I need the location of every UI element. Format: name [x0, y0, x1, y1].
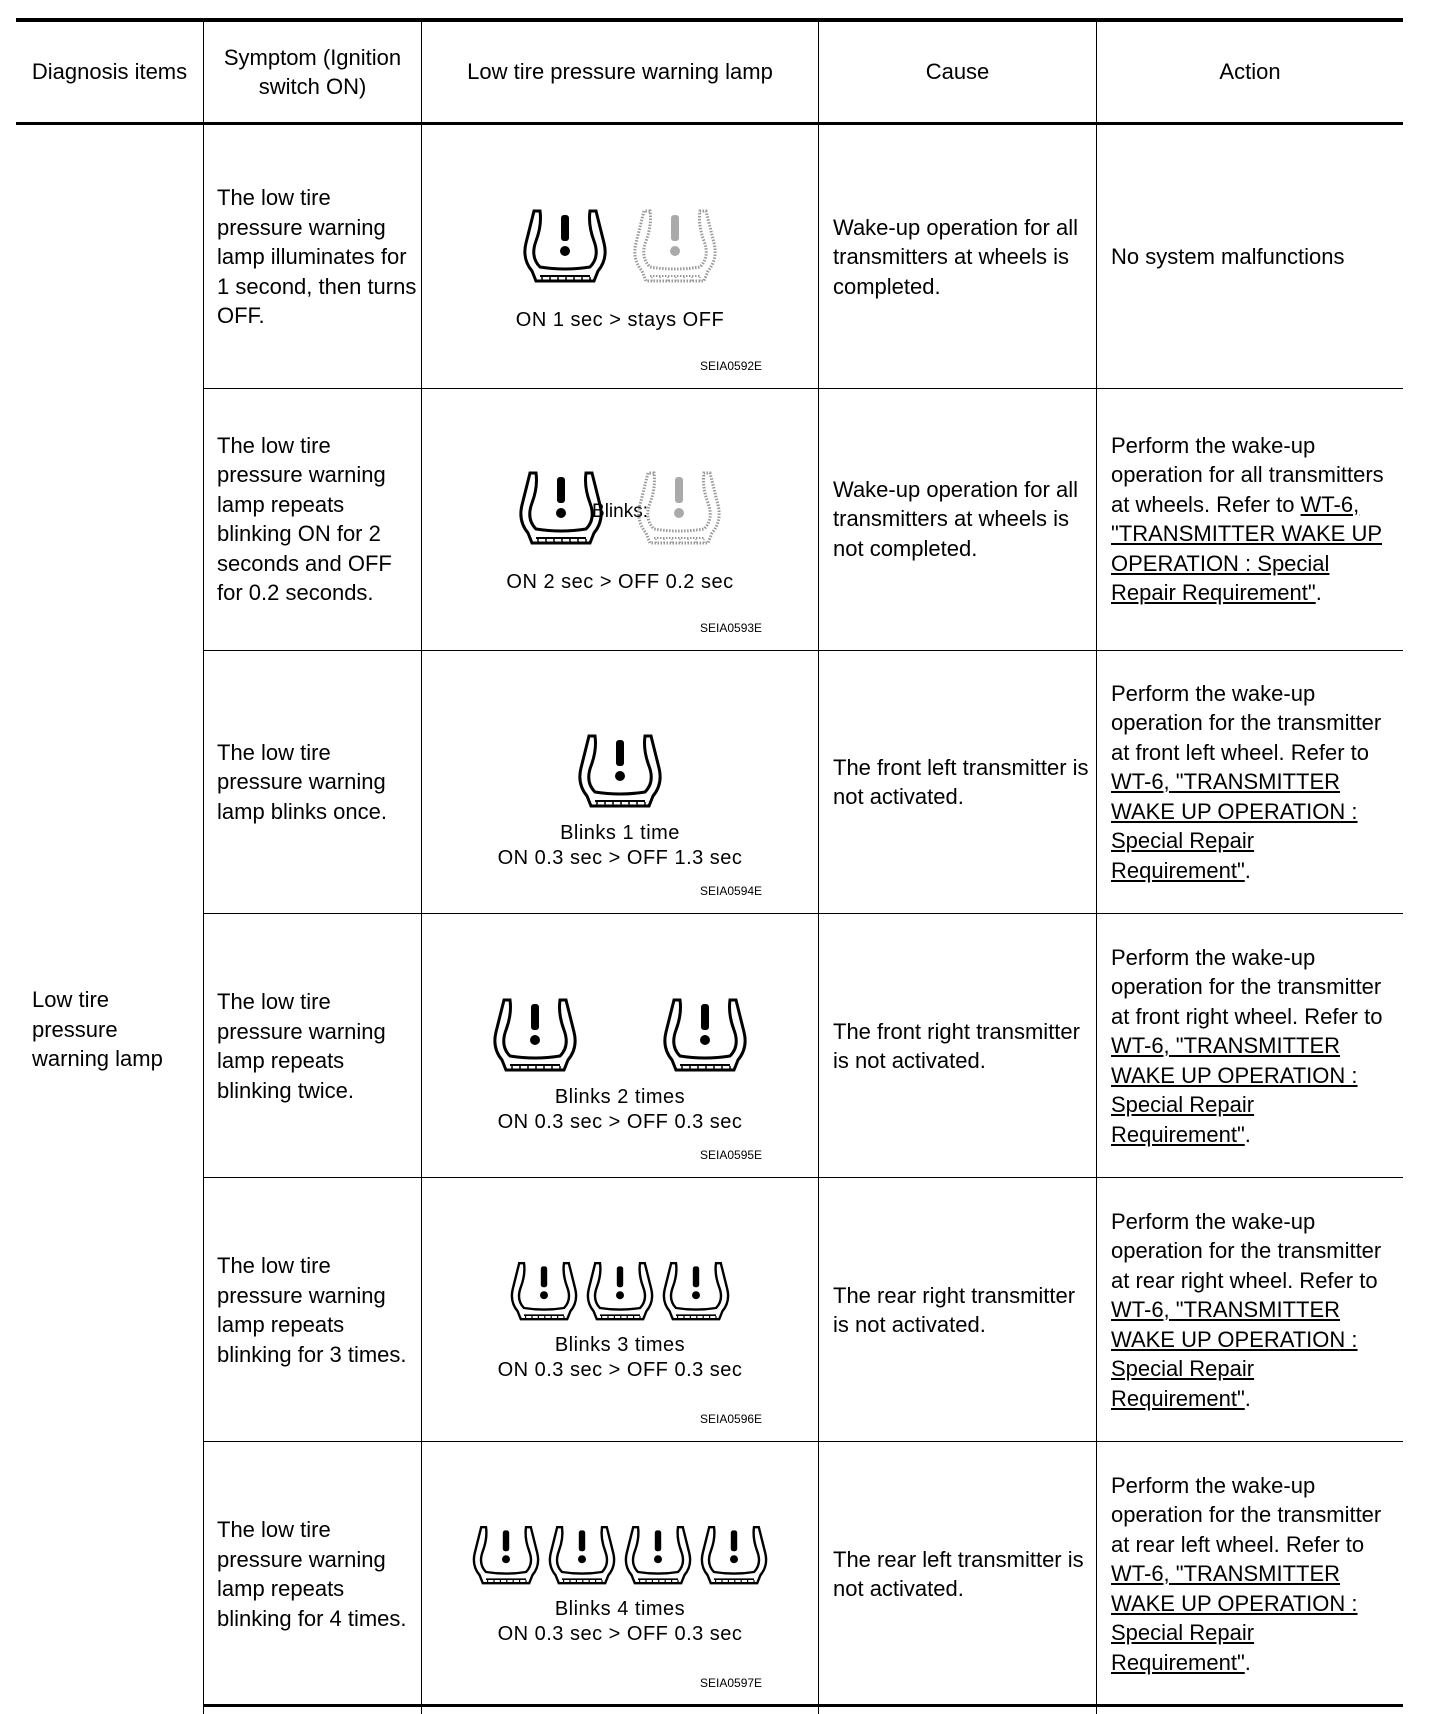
cause-text: Wake-up operation for all transmitters at wheels is completed. — [833, 214, 1078, 299]
cause-cell — [833, 1442, 1093, 1706]
action-text: Perform the wake-up operation for the transmitter at front right wheel. Refer to — [1111, 944, 1383, 1029]
lamp-caption: ON 2 sec > OFF 0.2 sec — [506, 571, 734, 593]
header-diagnosis-items: Diagnosis items — [31, 59, 188, 85]
wt6-reference-link[interactable]: WT-6, "TRANSMITTER WAKE UP OPERATION : Special Repair Requirement" — [1111, 1033, 1358, 1147]
cause-text: The front left transmitter is not activated. — [833, 754, 1089, 809]
tire-pressure-warning-icon — [508, 1260, 580, 1329]
action-cell: Perform the wake-up operation for the transmitter at front left wheel. Refer to WT-6, "TRANSMITTER WAKE UP OPERATION : Special Repair Requirement". — [1111, 680, 1382, 883]
wt6-reference-link[interactable]: WT-6, "TRANSMITTER WAKE UP OPERATION : Special Repair Requirement" — [1111, 769, 1358, 883]
warning-lamp-figure — [422, 732, 818, 871]
action-cell: Perform the wake-up operation for the transmitter at rear right wheel. Refer to WT-6, "TRANSMITTER WAKE UP OPERATION : Special Repair Requirement". — [1111, 1208, 1382, 1411]
cause-text: The rear right transmitter is not activated. — [833, 1282, 1076, 1337]
tire-pressure-warning-icon — [622, 1524, 694, 1593]
tire-pressure-warning-icon — [698, 1524, 770, 1593]
symptom-text: The low tire pressure warning lamp repeats blinking ON for 2 seconds and OFF for 0.2 seconds. — [217, 432, 392, 605]
symptom-text: The low tire pressure warning lamp repeats blinking for 3 times. — [217, 1253, 407, 1367]
figure-code: SEIA0595E — [700, 1148, 763, 1162]
symptom-cell — [217, 914, 417, 1178]
blinks-label: Blinks: — [592, 500, 648, 522]
wt6-reference-link[interactable]: WT-6, "TRANSMITTER WAKE UP OPERATION : Special Repair Requirement" — [1111, 491, 1383, 605]
symptom-text: The low tire pressure warning lamp blinks once. — [217, 739, 387, 824]
diagnosis-item: Low tire pressure warning lamp — [32, 987, 163, 1071]
cause-cell — [833, 387, 1093, 651]
lamp-caption: ON 1 sec > stays OFF — [515, 309, 725, 331]
tire-pressure-warning-icon-off — [630, 207, 720, 292]
tire-pressure-warning-icon-off — [634, 469, 724, 554]
tire-pressure-warning-icon — [546, 1524, 618, 1593]
symptom-text: The low tire pressure warning lamp illuminates for 1 second, then turns OFF. — [217, 185, 417, 329]
column-divider — [203, 20, 204, 1714]
lamp-timing: ON 0.3 sec > OFF 0.3 sec — [497, 1623, 743, 1645]
symptom-text: The low tire pressure warning lamp repeats blinking twice. — [217, 989, 386, 1103]
action-cell: Perform the wake-up operation for the transmitter at front right wheel. Refer to WT-6, "TRANSMITTER WAKE UP OPERATION : Special Repair Requirement". — [1111, 944, 1383, 1147]
lamp-timing: ON 0.3 sec > OFF 1.3 sec — [497, 847, 743, 869]
lamp-timing: ON 0.3 sec > OFF 0.3 sec — [497, 1359, 743, 1381]
warning-lamp-figure — [422, 207, 818, 333]
cause-text: Wake-up operation for all transmitters at wheels is not completed. — [833, 476, 1078, 561]
column-divider — [1096, 20, 1097, 1714]
tire-pressure-warning-icon — [470, 1524, 542, 1593]
lamp-caption: Blinks 3 times — [554, 1334, 686, 1356]
action-text: No system malfunctions — [1111, 244, 1345, 270]
cause-cell — [833, 1178, 1093, 1442]
header-cause: Cause — [925, 59, 990, 85]
action-text: Perform the wake-up operation for the transmitter at rear left wheel. Refer to — [1111, 1472, 1382, 1557]
warning-lamp-figure — [422, 996, 818, 1135]
action-text: Perform the wake-up operation for the transmitter at rear right wheel. Refer to — [1111, 1208, 1382, 1293]
wt6-reference-link[interactable]: WT-6, "TRANSMITTER WAKE UP OPERATION : Special Repair Requirement" — [1111, 1561, 1358, 1675]
action-text: Perform the wake-up operation for the transmitter at front left wheel. Refer to — [1111, 680, 1382, 765]
action-cell: Perform the wake-up operation for all transmitters at wheels. Refer to WT-6, "TRANSMITTER WAKE UP OPERATION : Special Repair Requirement". — [1111, 432, 1384, 605]
lamp-caption: Blinks 1 time — [560, 822, 680, 844]
symptom-cell — [217, 387, 417, 651]
cause-text: The rear left transmitter is not activated. — [833, 1546, 1084, 1601]
lamp-caption: Blinks 4 times — [554, 1598, 686, 1620]
symptom-text: The low tire pressure warning lamp repeats blinking for 4 times. — [217, 1517, 407, 1631]
tire-pressure-warning-icon — [490, 996, 580, 1081]
column-divider — [818, 20, 819, 1714]
tire-pressure-warning-icon — [660, 1260, 732, 1329]
cause-text: The front right transmitter is not activated. — [833, 1018, 1080, 1073]
warning-lamp-figure — [422, 469, 818, 595]
figure-code: SEIA0592E — [700, 359, 763, 373]
tire-pressure-warning-icon — [520, 207, 610, 292]
wt6-reference-link[interactable]: WT-6, "TRANSMITTER WAKE UP OPERATION : Special Repair Requirement" — [1111, 1297, 1358, 1411]
tire-pressure-warning-icon — [660, 996, 750, 1081]
symptom-cell — [217, 1178, 417, 1442]
cause-cell — [833, 650, 1093, 914]
warning-lamp-figure — [422, 1260, 818, 1383]
action-cell: Perform the wake-up operation for the transmitter at rear left wheel. Refer to WT-6, "TRANSMITTER WAKE UP OPERATION : Special Repair Requirement". — [1111, 1472, 1382, 1675]
figure-code: SEIA0594E — [700, 884, 763, 898]
tire-pressure-warning-icon — [575, 732, 665, 817]
figure-code: SEIA0593E — [700, 621, 763, 635]
cause-cell — [833, 125, 1093, 389]
header-warning-lamp: Low tire pressure warning lamp — [467, 59, 773, 85]
tire-pressure-warning-icon — [584, 1260, 656, 1329]
action-text: Perform the wake-up operation for all transmitters at wheels. Refer to — [1111, 432, 1384, 517]
header-symptom: Symptom (Ignition switch ON) — [223, 44, 402, 99]
lamp-caption: Blinks 2 times — [554, 1086, 686, 1108]
symptom-cell — [217, 650, 417, 914]
warning-lamp-figure — [422, 1524, 818, 1647]
symptom-cell — [217, 1442, 417, 1706]
cause-cell — [833, 914, 1093, 1178]
lamp-timing: ON 0.3 sec > OFF 0.3 sec — [497, 1111, 743, 1133]
action-cell — [1111, 125, 1399, 389]
figure-code: SEIA0597E — [700, 1676, 763, 1690]
figure-code: SEIA0596E — [700, 1412, 763, 1426]
header-action: Action — [1219, 59, 1281, 85]
symptom-cell — [217, 125, 417, 389]
